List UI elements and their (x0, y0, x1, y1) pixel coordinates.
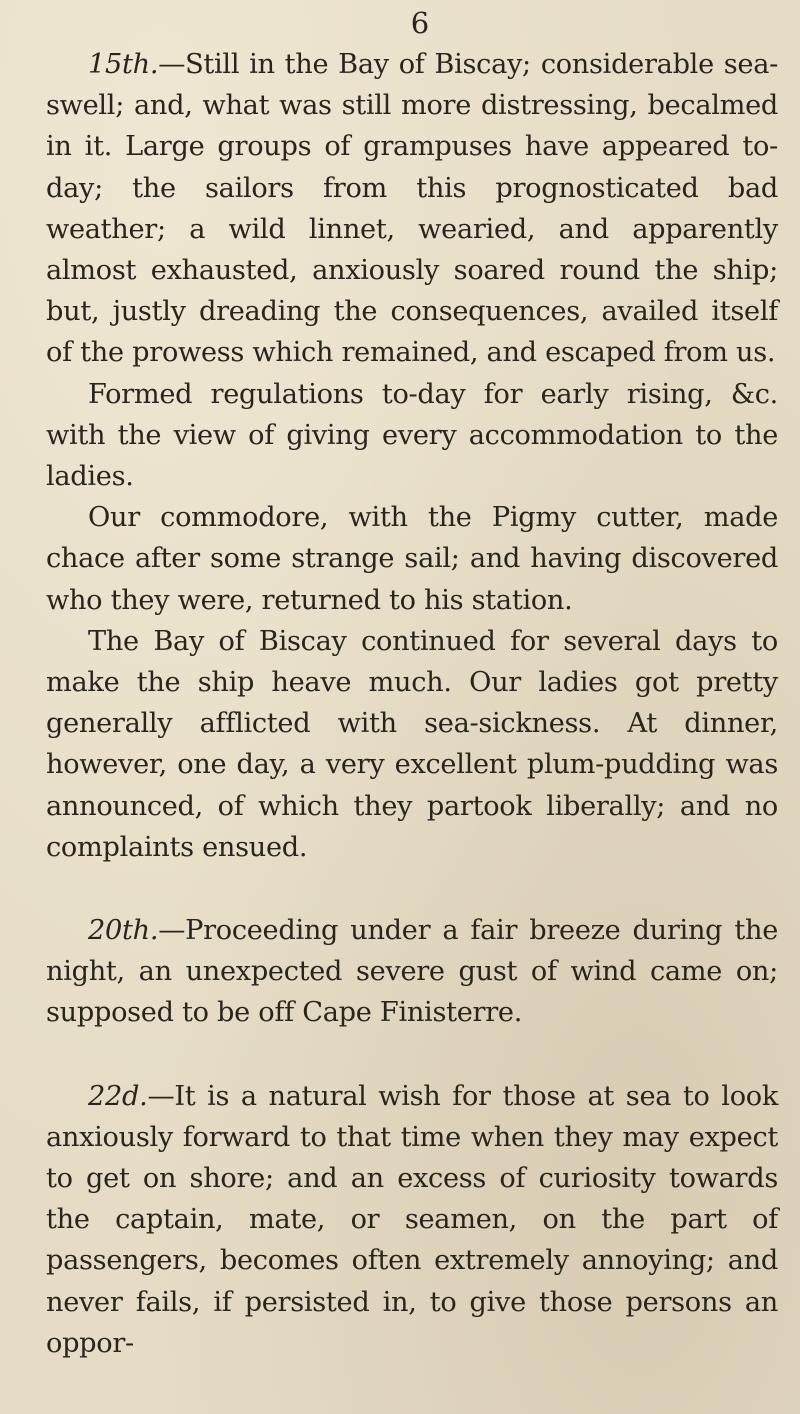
entry-separator (46, 868, 778, 910)
page-number: 6 (410, 6, 430, 40)
entry-date: 22d. (88, 1080, 148, 1112)
entry-15th-paragraph-3: Our commodore, with the Pigmy cutter, made chace after some strange sail; and having discovered who they were, returned to his station. (46, 502, 778, 616)
entry-text: —Proceeding under a fair breeze during the night, an unexpected severe gust of wind came on; supposed to be off Cape Finisterre. (46, 915, 778, 1029)
entry-22d-paragraph (46, 1076, 778, 1364)
entry-15th-paragraph-1 (46, 44, 778, 374)
entry-text: —It is a natural wish for those at sea to look anxiously forward to that time when they may expect to get on shore; and an excess of curiosity towards the captain, mate, or seamen, on the part of passengers, becomes often extremely annoying; and never fails, if persisted in, to give those persons an oppor- (46, 1080, 778, 1359)
entry-date: 20th. (88, 915, 159, 947)
entry-15th-paragraph-4: The Bay of Biscay continued for several days to make the ship heave much. Our ladies got pretty generally afflicted with sea-sickness. At dinner, however, one day, a very excellent plum-pudding was announced, of which they partook liberally; and no complaints ensued. (46, 625, 778, 863)
entry-date: 15th. (88, 49, 159, 80)
entry-separator (46, 1034, 778, 1076)
entry-15th-paragraph-2: Formed regulations to-day for early rising, &c. with the view of giving every accommodation to the ladies. (46, 378, 778, 493)
entry-text: —Still in the Bay of Biscay; considerable sea-swell; and, what was still more distressing, becalmed in it. Large groups of grampuses have appeared to-day; the sailors from this prognosticated bad weather; a wild linnet, wearied, and apparently almost exhausted, anxiously soared round the ship; but, justly dreading the consequences, availed itself of the prowess which remained, and escaped from us. (46, 49, 778, 369)
entry-20th-paragraph (46, 910, 778, 1034)
